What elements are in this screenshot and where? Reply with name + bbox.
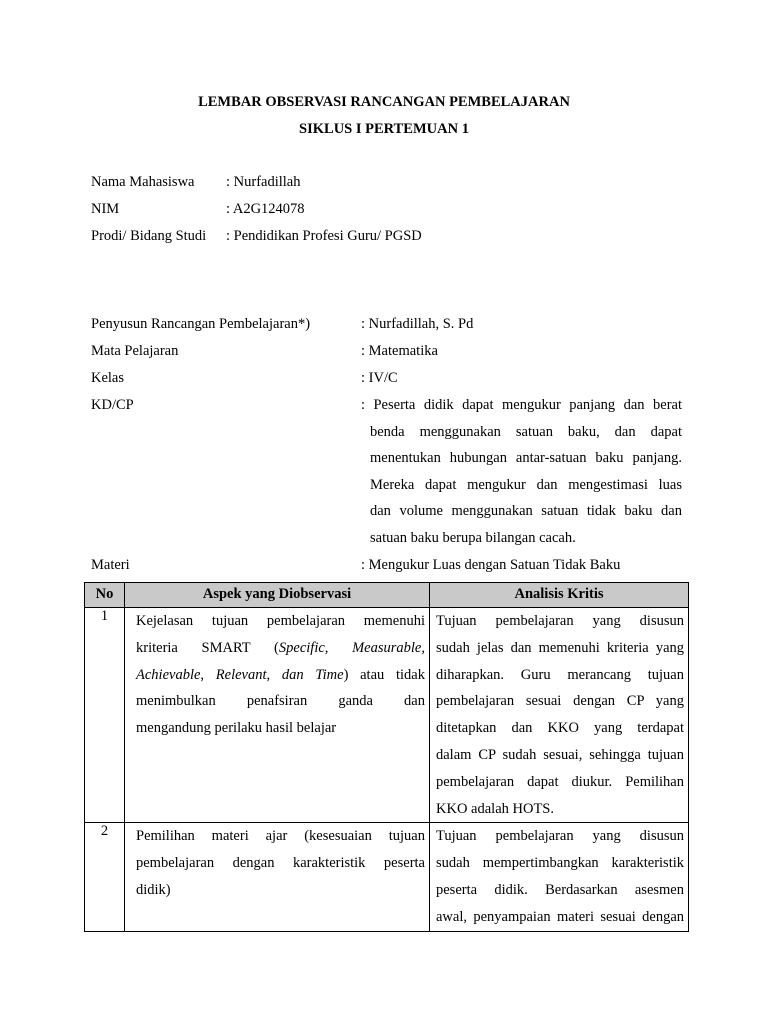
penyusun-label: Penyusun Rancangan Pembelajaran*) <box>91 316 311 332</box>
aspek-line: didik) <box>136 881 171 898</box>
analisis-line: diharapkan. Guru merancang tujuan <box>436 666 684 683</box>
table-header-row <box>85 583 689 608</box>
analisis-line: dalam CP sudah sesuai, sehingga tujuan <box>436 746 684 763</box>
aspek-line: Kejelasan tujuan pembelajaran memenuhi <box>136 613 425 629</box>
document-title: LEMBAR OBSERVASI RANCANGAN PEMBELAJARAN <box>198 94 570 110</box>
mapel-label: Mata Pelajaran <box>91 343 179 359</box>
aspek-italic-text: Specific, Measurable, <box>278 639 425 656</box>
aspek-line: Pemilihan materi ajar (kesesuaian tujuan <box>136 828 425 845</box>
document-subtitle: SIKLUS I PERTEMUAN 1 <box>299 121 469 137</box>
analisis-line: Tujuan pembelajaran yang disusun <box>436 828 684 845</box>
observation-table <box>84 582 689 932</box>
prodi-label: Prodi/ Bidang Studi <box>91 228 207 244</box>
nim-value: : A2G124078 <box>226 201 305 217</box>
analisis-line: sudah mempertimbangkan karakteristik <box>436 855 684 872</box>
aspek-line: menimbulkan penafsiran ganda dan <box>136 693 425 710</box>
analisis-cell <box>430 608 689 823</box>
analisis-line: Tujuan pembelajaran yang disusun <box>436 613 684 629</box>
aspek-text: , <box>266 666 282 683</box>
header-analisis: Analisis Kritis <box>430 583 689 608</box>
kelas-label: Kelas <box>91 370 125 386</box>
table-row <box>85 608 689 823</box>
kelas-value: : IV/C <box>361 370 398 386</box>
analisis-cell <box>430 823 689 931</box>
aspek-italic-text: Relevant <box>215 666 267 683</box>
analisis-line: pembelajaran sesuai dengan CP yang <box>436 693 684 710</box>
aspek-text: , <box>200 666 216 683</box>
aspek-text: ) atau tidak <box>343 666 425 683</box>
header-aspek: Aspek yang Diobservasi <box>125 583 430 608</box>
analisis-line: KKO adalah HOTS. <box>436 800 554 817</box>
aspek-italic-text: dan Time <box>281 666 344 683</box>
materi-value: : Mengukur Luas dengan Satuan Tidak Baku <box>361 557 621 573</box>
aspek-cell <box>125 608 430 823</box>
header-no: No <box>85 583 125 608</box>
name-value: : Nurfadillah <box>226 174 301 190</box>
row-number: 1 <box>85 608 125 823</box>
analisis-line: awal, penyampaian materi sesuai dengan <box>436 908 684 925</box>
analisis-line: ditetapkan dan KKO yang terdapat <box>436 720 684 737</box>
analisis-line: sudah jelas dan memenuhi kriteria yang <box>436 639 684 656</box>
penyusun-value: : Nurfadillah, S. Pd <box>361 316 474 332</box>
kd-line-3: menentukan hubungan antar-satuan baku panjang. <box>370 450 682 466</box>
aspek-line: pembelajaran dengan karakteristik peserta <box>136 855 425 872</box>
nim-label: NIM <box>91 201 120 217</box>
aspek-italic-text: Achievable <box>136 666 201 683</box>
analisis-line: peserta didik. Berdasarkan asesmen <box>436 881 684 898</box>
kd-line-2: benda menggunakan satuan baku, dan dapat <box>370 424 682 440</box>
analisis-line: pembelajaran dapat diukur. Pemilihan <box>436 773 684 790</box>
kd-line-1: : Peserta didik dapat mengukur panjang dan berat <box>361 397 682 413</box>
table-row <box>85 823 689 931</box>
row-number: 2 <box>85 823 125 931</box>
aspek-text: kriteria SMART ( <box>136 639 279 656</box>
kd-line-4: Mereka dapat mengukur dan mengestimasi luas <box>370 477 682 493</box>
kd-line-6: satuan baku berupa bilangan cacah. <box>370 530 576 546</box>
kd-label: KD/CP <box>91 397 134 413</box>
aspek-line: mengandung perilaku hasil belajar <box>136 720 337 737</box>
aspek-line <box>136 662 425 689</box>
materi-label: Materi <box>91 557 130 573</box>
name-label: Nama Mahasiswa <box>91 174 195 190</box>
aspek-cell <box>125 823 430 931</box>
mapel-value: : Matematika <box>361 343 438 359</box>
aspek-line <box>136 635 425 662</box>
kd-line-5: dan volume menggunakan satuan tidak baku dan <box>370 503 682 519</box>
prodi-value: : Pendidikan Profesi Guru/ PGSD <box>226 228 422 244</box>
